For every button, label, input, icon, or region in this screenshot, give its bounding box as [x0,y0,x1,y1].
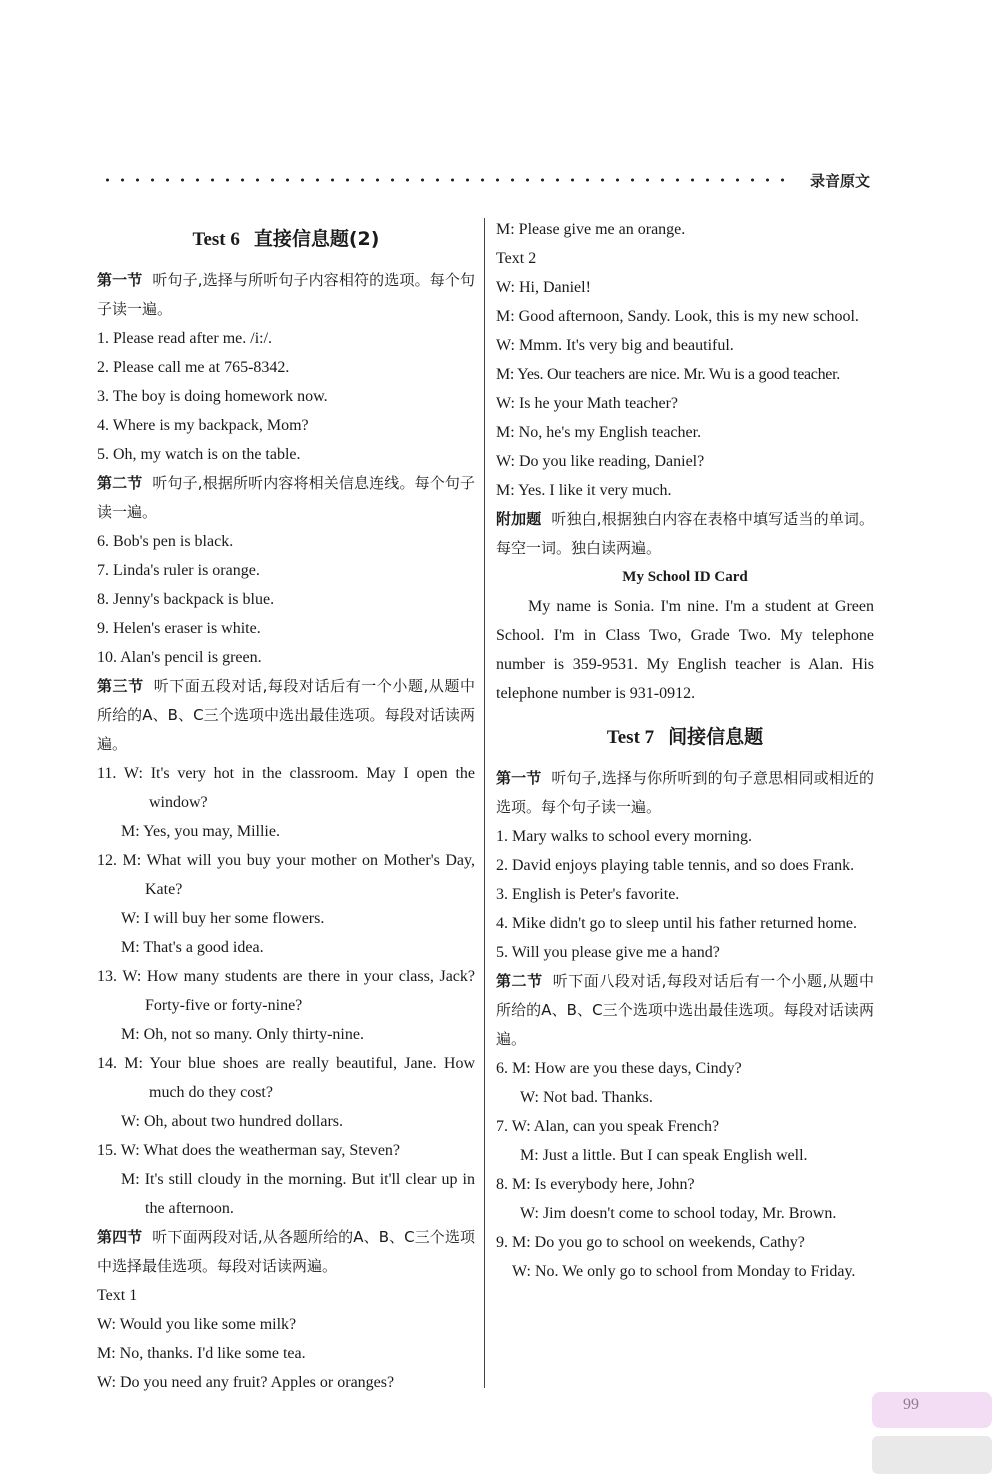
list-item: 6. Bob's pen is black. [97,533,234,550]
id-card-title: My School ID Card [622,569,748,585]
section-label: 第一节 [97,271,143,289]
list-item: 1. Mary walks to school every morning. [496,828,752,845]
dialogue-line: M: Yes. I like it very much. [496,482,672,499]
dialogue-line: W: Do you like reading, Daniel? [496,453,705,470]
text-heading: Text 2 [496,250,537,267]
section-text: 听下面两段对话,从各题所给的A、B、C三个选项中选择最佳选项。每段对话读两遍。 [97,1228,475,1275]
list-item: 5. Will you please give me a hand? [496,944,720,961]
dialogue-line: W: Hi, Daniel! [496,279,591,296]
section-label: 第三节 [97,677,144,695]
section-text: 听句子,根据所听内容将相关信息连线。每个句子读一遍。 [97,474,475,521]
list-item: 1. Please read after me. /i:/. [97,330,273,347]
dialogue-line: 9. M: Do you go to school on weekends, Cathy? [496,1234,805,1251]
section-label: 附加题 [496,510,542,528]
dialogue-line: M: Yes, you may, Millie. [121,823,280,840]
list-item: 4. Where is my backpack, Mom? [97,417,309,434]
test7-title-en: Test 7 [606,727,655,748]
list-item: 9. Helen's eraser is white. [97,620,261,637]
dialogue-line: M: Good afternoon, Sandy. Look, this is my new school. [496,308,859,325]
section-label: 第二节 [97,474,143,492]
section-3-instruction [97,672,475,759]
dialogue-line: M: No, thanks. I'd like some tea. [97,1345,306,1362]
dialogue-line: 7. W: Alan, can you speak French? [496,1118,720,1135]
dialogue-line: M: Yes. Our teachers are nice. Mr. Wu is a good teacher. [496,366,840,383]
test7-title-zh: 间接信息题 [668,726,764,748]
test6-title-en: Test 6 [192,229,240,250]
dialogue-line: 13. W: How many students are there in your class, Jack? Forty-five or forty-nine? [97,968,475,1014]
section-1-instruction [496,764,874,822]
dialogue-line: W: Do you need any fruit? Apples or oranges? [97,1374,395,1391]
section-4-instruction [97,1223,475,1281]
list-item: 10. Alan's pencil is green. [97,649,262,666]
section-2-instruction [496,967,874,1054]
section-1-instruction [97,266,475,324]
left-column [97,215,475,1397]
list-item: 2. Please call me at 765-8342. [97,359,290,376]
dialogue-line: M: That's a good idea. [121,939,264,956]
right-column [496,215,874,1286]
list-item: 7. Linda's ruler is orange. [97,562,260,579]
dialogue-line: W: Is he your Math teacher? [496,395,678,412]
section-text: 听独白,根据独白内容在表格中填写适当的单词。每空一词。独白读两遍。 [496,510,874,557]
section-label: 第二节 [496,972,543,990]
dialogue-line: W: Oh, about two hundred dollars. [121,1113,344,1130]
dialogue-line: W: No. We only go to school from Monday to Friday. [512,1263,856,1280]
dialogue-line: W: I will buy her some flowers. [121,910,325,927]
test7-title [496,722,874,753]
list-item: 2. David enjoys playing table tennis, and so does Frank. [496,857,855,874]
test6-title-zh: 直接信息题(2) [253,228,380,250]
list-item: 8. Jenny's backpack is blue. [97,591,275,608]
test6-title [97,224,475,255]
list-item: 3. English is Peter's favorite. [496,886,680,903]
monologue-paragraph: My name is Sonia. I'm nine. I'm a student at Green School. I'm in Class Two, Grade Two. My telephone number is 359-9531. My English teacher is Alan. His telephone number is 931-0912. [496,598,874,702]
section-label: 第一节 [496,769,542,787]
list-item: 4. Mike didn't go to sleep until his father returned home. [496,915,858,932]
dialogue-line: 15. W: What does the weatherman say, Steven? [97,1142,401,1159]
dialogue-line: W: Mmm. It's very big and beautiful. [496,337,734,354]
dialogue-line: 8. M: Is everybody here, John? [496,1176,695,1193]
list-item: 5. Oh, my watch is on the table. [97,446,301,463]
dialogue-line: 6. M: How are you these days, Cindy? [496,1060,742,1077]
dialogue-line: M: Just a little. But I can speak English well. [520,1147,808,1164]
text-heading: Text 1 [97,1287,138,1304]
dialogue-line: M: Please give me an orange. [496,221,686,238]
watermark-stamp [868,1390,996,1480]
watermark-bottom-band [872,1436,992,1474]
section-text: 听下面八段对话,每段对话后有一个小题,从题中所给的A、B、C三个选项中选出最佳选项。每段对话读两遍。 [496,972,874,1048]
section-2-instruction [97,469,475,527]
dialogue-line: W: Not bad. Thanks. [520,1089,653,1106]
dialogue-line: M: It's still cloudy in the morning. But it'll clear up in the afternoon. [121,1171,475,1217]
section-text: 听句子,选择与所听句子内容相符的选项。每个句子读一遍。 [97,271,475,318]
column-divider [484,218,485,1388]
section-text: 听句子,选择与你所听到的句子意思相同或相近的选项。每个句子读一遍。 [496,769,874,816]
dialogue-line: 14. M: Your blue shoes are really beautiful, Jane. How much do they cost? [97,1055,475,1101]
watermark-top-band [872,1392,992,1428]
dialogue-line: 12. M: What will you buy your mother on Mother's Day, Kate? [97,852,475,898]
dialogue-line: M: Oh, not so many. Only thirty-nine. [121,1026,364,1043]
section-label: 第四节 [97,1228,143,1246]
dialogue-line: W: Jim doesn't come to school today, Mr. Brown. [520,1205,837,1222]
extra-question-instruction [496,505,874,563]
dialogue-line: M: No, he's my English teacher. [496,424,702,441]
section-text: 听下面五段对话,每段对话后有一个小题,从题中所给的A、B、C三个选项中选出最佳选项。每段对话读两遍。 [97,677,475,753]
list-item: 3. The boy is doing homework now. [97,388,328,405]
header-dotted-rule [100,176,790,184]
running-header-label: 录音原文 [809,172,870,190]
dialogue-line: 11. W: It's very hot in the classroom. May I open the window? [97,765,475,811]
dialogue-line: W: Would you like some milk? [97,1316,297,1333]
